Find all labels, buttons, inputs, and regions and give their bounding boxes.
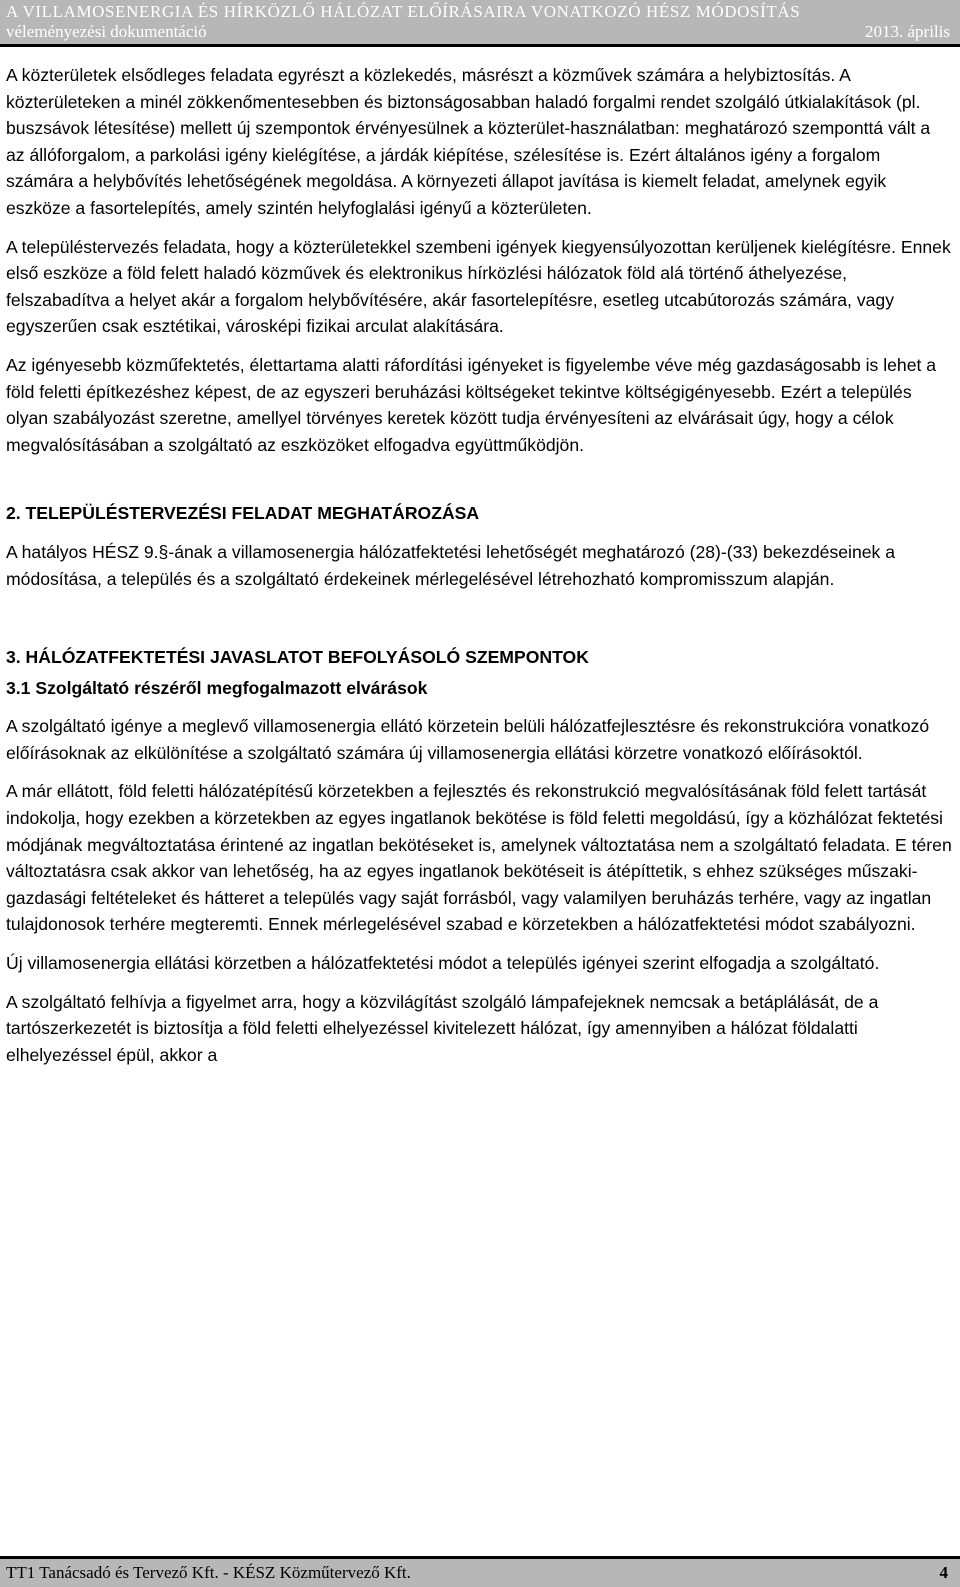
page-footer bbox=[0, 1556, 960, 1587]
footer-company: TT1 Tanácsadó és Tervező Kft. - KÉSZ Közműtervező Kft. bbox=[6, 1563, 411, 1582]
paragraph: A közterületek elsődleges feladata egyrészt a közlekedés, másrészt a közművek számára a helybiztosítás. A közterületeken a minél zökkenőmentesebben és biztonságosabban haladó forgalmi rendet szolgáló útkialakítások (pl. buszsávok létesítése) mellett új szempontok érvényesülnek a közterület-használatban: meghatározó szemponttá vált a az állóforgalom, a parkolási igény kielégítése, a járdák kiépítése, szélesítése is. Ezért általános igény a forgalom számára a helybővítés lehetőségének megoldása. A környezeti állapot javítása is kiemelt feladat, amelynek egyik eszköze a fasortelepítés, amely szintén helyfoglalási igényű a közterületen. bbox=[6, 65, 931, 218]
document-title: A VILLAMOSENERGIA ÉS HÍRKÖZLŐ HÁLÓZAT ELŐÍRÁSAIRA VONATKOZÓ HÉSZ MÓDOSÍTÁS bbox=[6, 2, 801, 21]
paragraph: Új villamosenergia ellátási körzetben a hálózatfektetési módot a település igényei szerint elfogadja a szolgáltató. bbox=[6, 953, 880, 974]
paragraph: A szolgáltató igénye a meglevő villamosenergia ellátó körzetein belüli hálózatfejlesztésre és rekonstrukcióra vonatkozó előírásoknak az elkülönítése a szolgáltató számára új villamosenergia ellátási körzetre vonatkozó előírásoktól. bbox=[6, 716, 930, 763]
paragraph: A településtervezés feladata, hogy a közterületekkel szembeni igények kiegyensúlyozottan kerüljenek kielégítésre. Ennek első eszköze a föld felett haladó közművek és elektronikus hírközlési hálózatok föld alá történő áthelyezése, felszabadítva a helyet akár a forgalom helybővítésére, akár fasortelepítésre, esetleg utcabútorozás számára, vagy egyszerűen csak esztétikai, városképi fizikai arculat alakítására. bbox=[6, 236, 951, 337]
page-content bbox=[6, 62, 952, 1068]
section-heading-2: 2. TELEPÜLÉSTERVEZÉSI FELADAT MEGHATÁROZÁSA bbox=[6, 503, 480, 524]
page-header bbox=[0, 0, 960, 47]
paragraph: A hatályos HÉSZ 9.§-ának a villamosenergia hálózatfektetési lehetőségét meghatározó (28)-(33) bekezdéseinek a módosítása, a település és a szolgáltató érdekeinek mérlegelésével létrehozható kompromisszum alapján. bbox=[6, 541, 895, 589]
document-subtitle: véleményezési dokumentáció bbox=[6, 22, 207, 41]
paragraph: Az igényesebb közműfektetés, élettartama alatti ráfordítási igényeket is figyelembe véve még gazdaságosabb is lehet a föld feletti építkezéshez képest, de az egyszeri beruházási költségeket tekintve költségigényesebb. Ezért a település olyan szabályozást szeretne, amellyel törvényes keretek között tudja érvényesíteni az elvárásait úgy, hogy a célok megvalósításában a szolgáltató az eszközöket elfogadva együttműködjön. bbox=[6, 354, 937, 455]
document-date: 2013. április bbox=[865, 22, 950, 41]
section-heading-3: 3. HÁLÓZATFEKTETÉSI JAVASLATOT BEFOLYÁSOLÓ SZEMPONTOK bbox=[6, 647, 589, 668]
page-number: 4 bbox=[939, 1563, 948, 1582]
paragraph: A szolgáltató felhívja a figyelmet arra, hogy a közvilágítást szolgáló lámpafejeknek nemcsak a betáplálását, de a tartószerkezetét is biztosítja a föld feletti elhelyezéssel kivitelezett hálózat, így amennyiben a hálózat földalatti elhelyezéssel épül, akkor a bbox=[6, 991, 879, 1065]
paragraph: A már ellátott, föld feletti hálózatépítésű körzetekben a fejlesztés és rekonstrukció megvalósításának föld felett tartását indokolja, hogy ezekben a körzetekben az egyes ingatlanok bekötése is föld feletti megoldású, így a közhálózat fektetési módjának megváltoztatása érintené az ingatlan bekötéseket is, amelynek változtatása nem a szolgáltató feladata. E téren változtatásra csak akkor van lehetőség, ha az egyes ingatlanok bekötéseit is átépíttetik, s ehhez szükséges műszaki-gazdasági feltételeket és hátteret a település vagy saját forrásból, vagy valamilyen beruházás terhére, vagy az ingatlan tulajdonosok terhére megteremti. Ennek mérlegelésével szabad e körzetekben a hálózatfektetési módot szabályozni. bbox=[6, 781, 952, 935]
subsection-heading-3-1: 3.1 Szolgáltató részéről megfogalmazott elvárások bbox=[6, 677, 428, 698]
